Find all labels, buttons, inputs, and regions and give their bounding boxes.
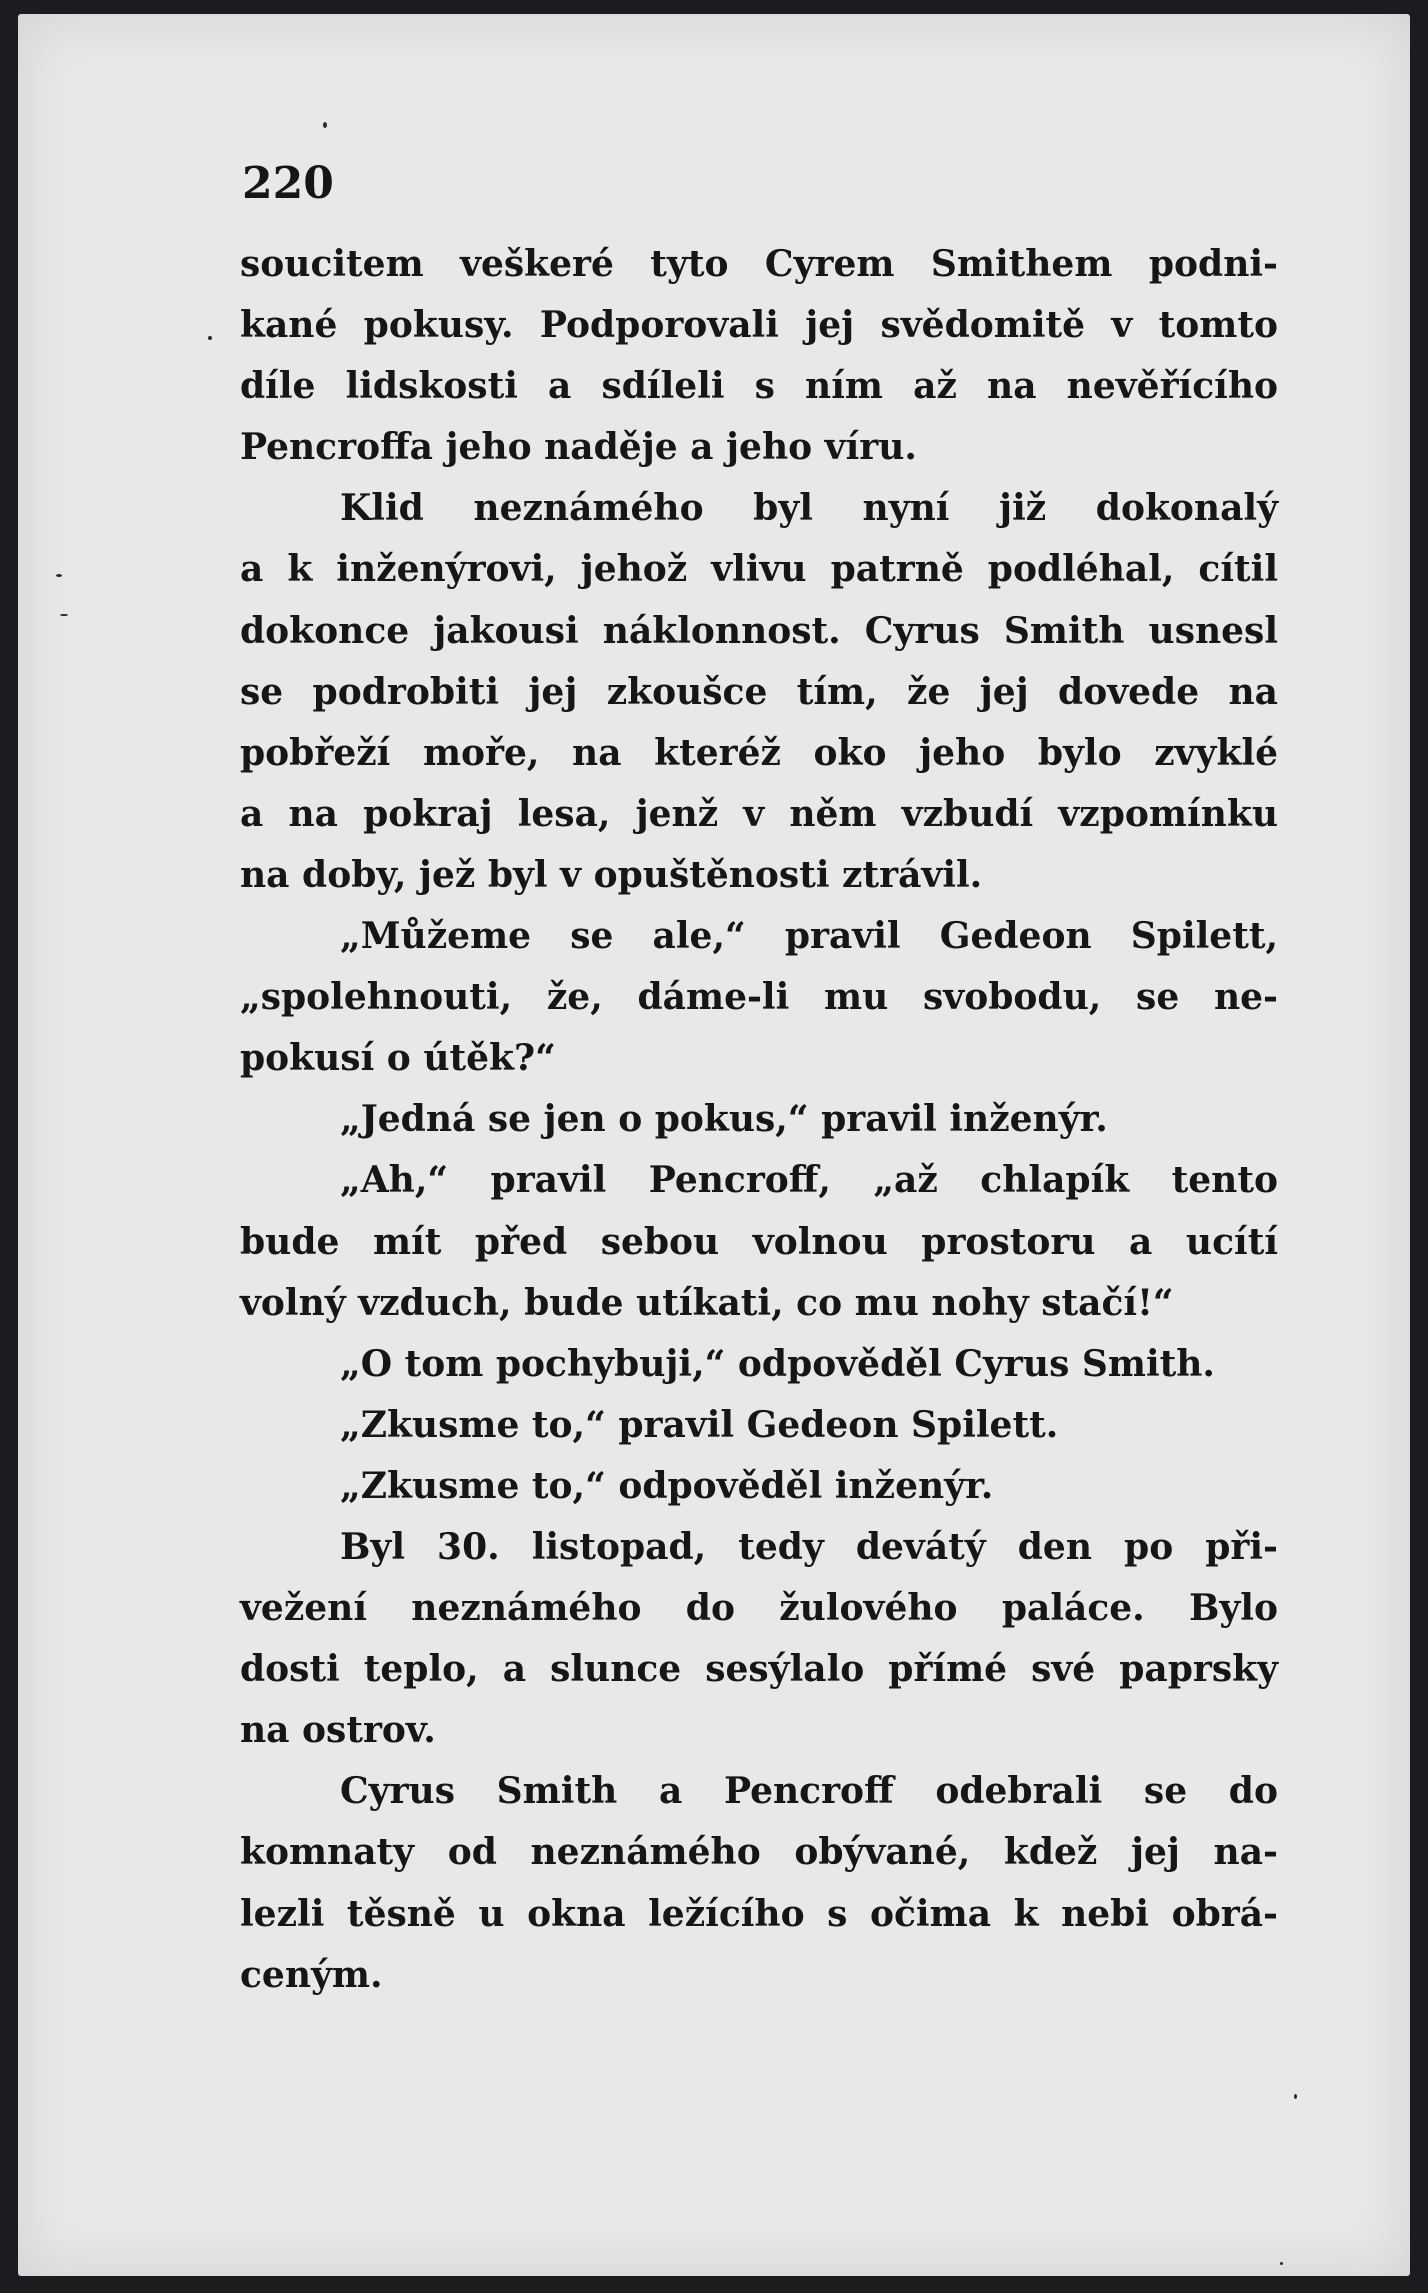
text-line: pokusí o útěk?“ <box>240 1037 556 1080</box>
text-line: pobřeží moře, na kteréž oko jeho bylo zvyklé <box>240 731 1278 774</box>
text-line: díle lidskosti a sdíleli s ním až na nevěřícího <box>240 365 1278 408</box>
text-line: „Ah,“ pravil Pencroff, „až chlapík tento <box>340 1159 1278 1202</box>
text-line: na doby, jež byl v opuštěnosti ztrávil. <box>240 853 983 896</box>
text-line: Pencroffa jeho naděje a jeho víru. <box>240 426 917 469</box>
ink-speck <box>1294 2094 1297 2099</box>
ink-speck <box>323 122 327 128</box>
text-line: „spolehnouti, že, dáme-li mu svobodu, se ne- <box>240 976 1278 1019</box>
text-line: „Můžeme se ale,“ pravil Gedeon Spilett, <box>340 915 1278 958</box>
text-line: ceným. <box>240 1953 383 1996</box>
ink-speck <box>56 574 62 577</box>
text-line: „Jedná se jen o pokus,“ pravil inženýr. <box>340 1098 1108 1141</box>
page-number: 220 <box>242 158 334 209</box>
text-line: vežení neznámého do žulového paláce. Bylo <box>240 1587 1278 1630</box>
text-line: Klid neznámého byl nyní již dokonalý <box>340 487 1278 530</box>
ink-speck <box>208 336 212 340</box>
text-line: volný vzduch, bude utíkati, co mu nohy stačí!“ <box>240 1281 1174 1324</box>
text-line: bude mít před sebou volnou prostoru a ucítí <box>240 1220 1278 1263</box>
text-line: a na pokraj lesa, jenž v něm vzbudí vzpomínku <box>240 792 1278 835</box>
text-line: soucitem veškeré tyto Cyrem Smithem podni- <box>240 243 1278 285</box>
text-line: lezli těsně u okna ležícího s očima k nebi obrá- <box>240 1892 1278 1935</box>
text-line: kané pokusy. Podporovali jej svědomitě v tomto <box>240 304 1278 347</box>
body-text <box>240 234 1278 2006</box>
text-line: „Zkusme to,“ odpověděl inženýr. <box>340 1464 994 1507</box>
text-line: „Zkusme to,“ pravil Gedeon Spilett. <box>340 1403 1059 1446</box>
ink-speck <box>1280 2262 1283 2265</box>
text-line: komnaty od neznámého obývané, kdež jej na- <box>240 1831 1278 1874</box>
text-line: Byl 30. listopad, tedy devátý den po při- <box>340 1525 1278 1568</box>
text-line: na ostrov. <box>240 1709 436 1752</box>
text-line: Cyrus Smith a Pencroff odebrali se do <box>340 1770 1278 1813</box>
text-line: a k inženýrovi, jehož vlivu patrně podléhal, cítil <box>240 548 1278 591</box>
text-line: dokonce jakousi náklonnost. Cyrus Smith usnesl <box>240 609 1278 652</box>
text-line: se podrobiti jej zkoušce tím, že jej dovede na <box>240 670 1278 713</box>
text-line: dosti teplo, a slunce sesýlalo přímé své paprsky <box>240 1648 1278 1691</box>
ink-speck <box>60 614 68 616</box>
text-line: „O tom pochybuji,“ odpověděl Cyrus Smith. <box>340 1342 1215 1385</box>
